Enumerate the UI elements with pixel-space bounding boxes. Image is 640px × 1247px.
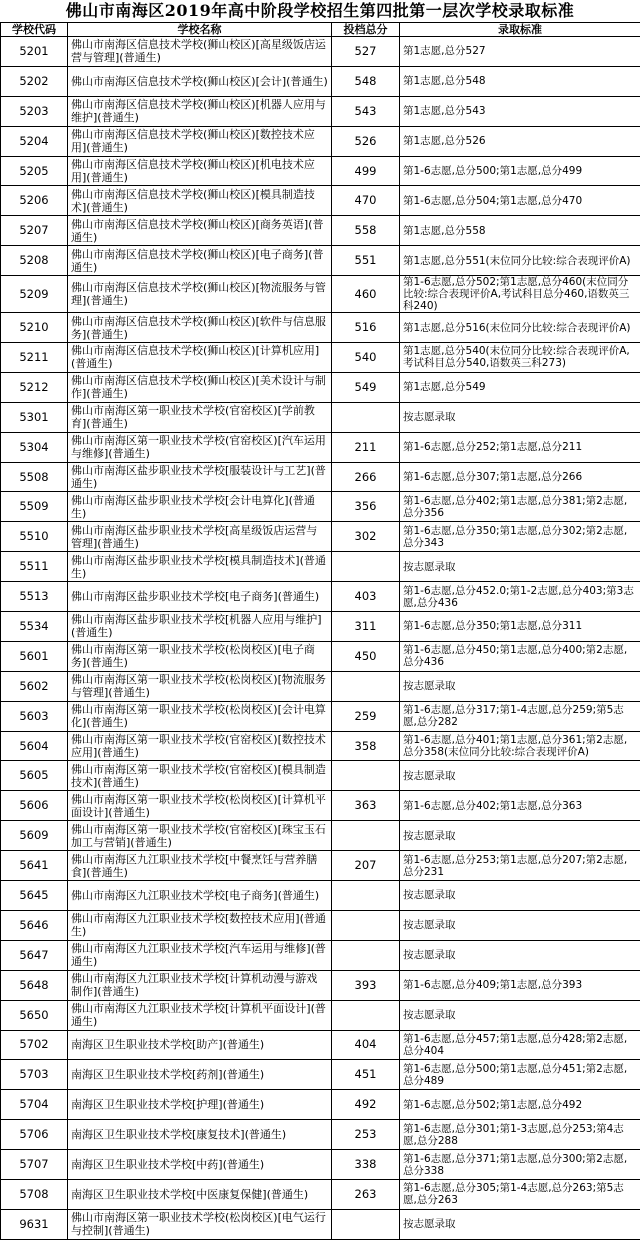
- school-code-cell: 5646: [1, 910, 68, 940]
- school-name-cell: 南海区卫生职业技术学校[助产](普通生): [68, 1030, 332, 1060]
- school-name-cell: 佛山市南海区第一职业技术学校(官窑校区)[汽车运用与维修](普通生): [68, 432, 332, 462]
- table-row: [1, 701, 640, 731]
- school-code-cell: 5202: [1, 66, 68, 96]
- school-code-cell: 5510: [1, 522, 68, 552]
- total-score-cell: 356: [332, 492, 400, 522]
- total-score-cell: 450: [332, 641, 400, 671]
- total-score-cell: 302: [332, 522, 400, 552]
- school-code-cell: 5706: [1, 1120, 68, 1150]
- page-title: 佛山市南海区2019年高中阶段学校招生第四批第一层次学校录取标准: [65, 1, 575, 20]
- school-code-cell: 5206: [1, 186, 68, 216]
- school-name-cell: 佛山市南海区信息技术学校(狮山校区)[机电技术应用](普通生): [68, 156, 332, 186]
- total-score-cell: 460: [332, 276, 400, 313]
- total-score-cell: 253: [332, 1120, 400, 1150]
- table-row: [1, 1179, 640, 1209]
- school-code-cell: 5601: [1, 641, 68, 671]
- school-name-cell: 佛山市南海区第一职业技术学校(官窑校区)[数控技术应用](普通生): [68, 731, 332, 761]
- school-name-cell: 佛山市南海区信息技术学校(狮山校区)[美术设计与制作](普通生): [68, 372, 332, 402]
- total-score-cell: 492: [332, 1090, 400, 1120]
- total-score-cell: [332, 1000, 400, 1030]
- table-row: [1, 940, 640, 970]
- school-code-cell: 5205: [1, 156, 68, 186]
- school-name-cell: 佛山市南海区信息技术学校(狮山校区)[电子商务](普通生): [68, 246, 332, 276]
- table-row: [1, 761, 640, 791]
- total-score-cell: 540: [332, 343, 400, 373]
- table-row: [1, 462, 640, 492]
- school-name-cell: 佛山市南海区第一职业技术学校(松岗校区)[会计电算化](普通生): [68, 701, 332, 731]
- total-score-cell: [332, 1209, 400, 1239]
- school-name-cell: 佛山市南海区信息技术学校(狮山校区)[模具制造技术](普通生): [68, 186, 332, 216]
- school-name-cell: 南海区卫生职业技术学校[药剂](普通生): [68, 1060, 332, 1090]
- admission-rule-cell: 按志愿录取: [400, 821, 640, 851]
- admission-table: [0, 22, 640, 1240]
- table-row: [1, 970, 640, 1000]
- school-name-cell: 佛山市南海区信息技术学校(狮山校区)[软件与信息服务](普通生): [68, 313, 332, 343]
- admission-rule-cell: 第1-6志愿,总分402;第1志愿,总分363: [400, 791, 640, 821]
- admission-rule-cell: 第1-6志愿,总分371;第1志愿,总分300;第2志愿,总分338: [400, 1150, 640, 1180]
- school-code-cell: 5606: [1, 791, 68, 821]
- school-code-cell: 5647: [1, 940, 68, 970]
- admission-rule-cell: 第1-6志愿,总分452.0;第1-2志愿,总分403;第3志愿,总分436: [400, 582, 640, 612]
- table-row: [1, 372, 640, 402]
- table-row: [1, 276, 640, 313]
- total-score-cell: 516: [332, 313, 400, 343]
- school-name-cell: 佛山市南海区盐步职业技术学校[模具制造技术](普通生): [68, 552, 332, 582]
- school-name-cell: 南海区卫生职业技术学校[康复技术](普通生): [68, 1120, 332, 1150]
- total-score-cell: [332, 761, 400, 791]
- table-row: [1, 731, 640, 761]
- total-score-cell: 451: [332, 1060, 400, 1090]
- school-name-cell: 佛山市南海区第一职业技术学校(松岗校区)[物流服务与管理](普通生): [68, 671, 332, 701]
- admission-rule-cell: 第1-6志愿,总分500;第1志愿,总分451;第2志愿,总分489: [400, 1060, 640, 1090]
- admission-rule-cell: 按志愿录取: [400, 552, 640, 582]
- table-row: [1, 910, 640, 940]
- total-score-cell: 311: [332, 612, 400, 642]
- admission-rule-cell: 第1志愿,总分548: [400, 66, 640, 96]
- school-name-cell: 佛山市南海区九江职业技术学校[中餐烹饪与营养膳食](普通生): [68, 851, 332, 881]
- admission-rule-cell: 第1-6志愿,总分307;第1志愿,总分266: [400, 462, 640, 492]
- table-row: [1, 1030, 640, 1060]
- school-code-cell: 5641: [1, 851, 68, 881]
- school-code-cell: 5204: [1, 126, 68, 156]
- admission-rule-cell: 按志愿录取: [400, 402, 640, 432]
- school-name-cell: 佛山市南海区九江职业技术学校[计算机动漫与游戏制作](普通生): [68, 970, 332, 1000]
- admission-rule-cell: 第1-6志愿,总分301;第1-3志愿,总分253;第4志愿,总分288: [400, 1120, 640, 1150]
- table-row: [1, 582, 640, 612]
- admission-rule-cell: 第1志愿,总分558: [400, 216, 640, 246]
- school-name-cell: 佛山市南海区九江职业技术学校[汽车运用与维修](普通生): [68, 940, 332, 970]
- table-row: [1, 1060, 640, 1090]
- total-score-cell: 558: [332, 216, 400, 246]
- school-name-cell: 佛山市南海区九江职业技术学校[电子商务](普通生): [68, 881, 332, 911]
- admission-rule-cell: 第1-6志愿,总分253;第1志愿,总分207;第2志愿,总分231: [400, 851, 640, 881]
- table-row: [1, 1090, 640, 1120]
- table-row: [1, 1000, 640, 1030]
- header-admission-rule: 录取标准: [400, 23, 640, 37]
- school-code-cell: 5534: [1, 612, 68, 642]
- school-name-cell: 佛山市南海区信息技术学校(狮山校区)[商务英语](普通生): [68, 216, 332, 246]
- school-name-cell: 南海区卫生职业技术学校[护理](普通生): [68, 1090, 332, 1120]
- admission-rule-cell: 按志愿录取: [400, 881, 640, 911]
- school-name-cell: 佛山市南海区盐步职业技术学校[电子商务](普通生): [68, 582, 332, 612]
- admission-rule-cell: 第1志愿,总分551(末位同分比较:综合表现评价A): [400, 246, 640, 276]
- total-score-cell: 259: [332, 701, 400, 731]
- school-code-cell: 5301: [1, 402, 68, 432]
- school-name-cell: 佛山市南海区盐步职业技术学校[会计电算化](普通生): [68, 492, 332, 522]
- admission-rule-cell: 第1-6志愿,总分409;第1志愿,总分393: [400, 970, 640, 1000]
- total-score-cell: 527: [332, 37, 400, 67]
- total-score-cell: 211: [332, 432, 400, 462]
- school-code-cell: 5513: [1, 582, 68, 612]
- school-name-cell: 佛山市南海区信息技术学校(狮山校区)[数控技术应用](普通生): [68, 126, 332, 156]
- admission-rule-cell: 按志愿录取: [400, 761, 640, 791]
- admission-rule-cell: 第1-6志愿,总分350;第1志愿,总分302;第2志愿,总分343: [400, 522, 640, 552]
- admission-rule-cell: 第1-6志愿,总分502;第1志愿,总分460(末位同分比较:综合表现评价A,考试科目总分460,语数英三科240): [400, 276, 640, 313]
- school-code-cell: 5707: [1, 1150, 68, 1180]
- school-code-cell: 5207: [1, 216, 68, 246]
- school-name-cell: 佛山市南海区第一职业技术学校(官窑校区)[珠宝玉石加工与营销](普通生): [68, 821, 332, 851]
- school-code-cell: 5650: [1, 1000, 68, 1030]
- total-score-cell: [332, 940, 400, 970]
- table-row: [1, 432, 640, 462]
- table-row: [1, 492, 640, 522]
- admission-rule-cell: 按志愿录取: [400, 671, 640, 701]
- school-code-cell: 5648: [1, 970, 68, 1000]
- school-code-cell: 5605: [1, 761, 68, 791]
- school-name-cell: 佛山市南海区信息技术学校(狮山校区)[物流服务与管理](普通生): [68, 276, 332, 313]
- admission-rule-cell: 按志愿录取: [400, 910, 640, 940]
- school-name-cell: 佛山市南海区第一职业技术学校(松岗校区)[电子商务](普通生): [68, 641, 332, 671]
- total-score-cell: 338: [332, 1150, 400, 1180]
- admission-rule-cell: 第1-6志愿,总分317;第1-4志愿,总分259;第5志愿,总分282: [400, 701, 640, 731]
- school-name-cell: 佛山市南海区信息技术学校(狮山校区)[计算机应用](普通生): [68, 343, 332, 373]
- admission-rule-cell: 按志愿录取: [400, 1209, 640, 1239]
- header-school-code: 学校代码: [1, 23, 68, 37]
- table-row: [1, 1120, 640, 1150]
- school-code-cell: 5201: [1, 37, 68, 67]
- school-code-cell: 5509: [1, 492, 68, 522]
- school-name-cell: 佛山市南海区盐步职业技术学校[服装设计与工艺](普通生): [68, 462, 332, 492]
- school-name-cell: 佛山市南海区第一职业技术学校(官窑校区)[模具制造技术](普通生): [68, 761, 332, 791]
- school-code-cell: 9631: [1, 1209, 68, 1239]
- table-row: [1, 96, 640, 126]
- table-row: [1, 1150, 640, 1180]
- school-name-cell: 佛山市南海区九江职业技术学校[计算机平面设计](普通生): [68, 1000, 332, 1030]
- school-code-cell: 5212: [1, 372, 68, 402]
- total-score-cell: 404: [332, 1030, 400, 1060]
- school-name-cell: 佛山市南海区盐步职业技术学校[机器人应用与维护](普通生): [68, 612, 332, 642]
- header-school-name: 学校名称: [68, 23, 332, 37]
- table-row: [1, 186, 640, 216]
- school-code-cell: 5210: [1, 313, 68, 343]
- school-code-cell: 5304: [1, 432, 68, 462]
- school-name-cell: 佛山市南海区第一职业技术学校(松岗校区)[计算机平面设计](普通生): [68, 791, 332, 821]
- admission-rule-cell: 按志愿录取: [400, 1000, 640, 1030]
- table-row: [1, 126, 640, 156]
- total-score-cell: [332, 671, 400, 701]
- total-score-cell: 363: [332, 791, 400, 821]
- table-row: [1, 821, 640, 851]
- school-name-cell: 佛山市南海区信息技术学校(狮山校区)[机器人应用与维护](普通生): [68, 96, 332, 126]
- total-score-cell: [332, 910, 400, 940]
- table-row: [1, 552, 640, 582]
- admission-rule-cell: 第1-6志愿,总分504;第1志愿,总分470: [400, 186, 640, 216]
- admission-rule-cell: 第1-6志愿,总分252;第1志愿,总分211: [400, 432, 640, 462]
- admission-rule-cell: 第1-6志愿,总分402;第1志愿,总分381;第2志愿,总分356: [400, 492, 640, 522]
- table-row: [1, 881, 640, 911]
- table-row: [1, 216, 640, 246]
- school-name-cell: 南海区卫生职业技术学校[中医康复保健](普通生): [68, 1179, 332, 1209]
- total-score-cell: 549: [332, 372, 400, 402]
- school-code-cell: 5511: [1, 552, 68, 582]
- total-score-cell: 543: [332, 96, 400, 126]
- table-row: [1, 522, 640, 552]
- school-name-cell: 佛山市南海区信息技术学校(狮山校区)[高星级饭店运营与管理](普通生): [68, 37, 332, 67]
- total-score-cell: 499: [332, 156, 400, 186]
- admission-rule-cell: 第1-6志愿,总分457;第1志愿,总分428;第2志愿,总分404: [400, 1030, 640, 1060]
- admission-rule-cell: 第1-6志愿,总分350;第1志愿,总分311: [400, 612, 640, 642]
- total-score-cell: 393: [332, 970, 400, 1000]
- school-code-cell: 5645: [1, 881, 68, 911]
- school-code-cell: 5703: [1, 1060, 68, 1090]
- total-score-cell: 207: [332, 851, 400, 881]
- school-code-cell: 5203: [1, 96, 68, 126]
- table-row: [1, 402, 640, 432]
- admission-rule-cell: 第1志愿,总分543: [400, 96, 640, 126]
- admission-rule-cell: 第1-6志愿,总分450;第1志愿,总分400;第2志愿,总分436: [400, 641, 640, 671]
- school-code-cell: 5208: [1, 246, 68, 276]
- table-row: [1, 313, 640, 343]
- total-score-cell: 358: [332, 731, 400, 761]
- school-code-cell: 5602: [1, 671, 68, 701]
- admission-rule-cell: 第1-6志愿,总分305;第1-4志愿,总分263;第5志愿,总分263: [400, 1179, 640, 1209]
- school-code-cell: 5603: [1, 701, 68, 731]
- admission-rule-cell: 第1志愿,总分549: [400, 372, 640, 402]
- school-name-cell: 佛山市南海区九江职业技术学校[数控技术应用](普通生): [68, 910, 332, 940]
- admission-rule-cell: 第1志愿,总分526: [400, 126, 640, 156]
- school-code-cell: 5704: [1, 1090, 68, 1120]
- table-row: [1, 156, 640, 186]
- total-score-cell: 263: [332, 1179, 400, 1209]
- admission-rule-cell: 按志愿录取: [400, 940, 640, 970]
- school-code-cell: 5604: [1, 731, 68, 761]
- table-row: [1, 66, 640, 96]
- total-score-cell: 470: [332, 186, 400, 216]
- school-name-cell: 佛山市南海区第一职业技术学校(松岗校区)[电气运行与控制](普通生): [68, 1209, 332, 1239]
- table-row: [1, 791, 640, 821]
- admission-rule-cell: 第1志愿,总分516(末位同分比较:综合表现评价A): [400, 313, 640, 343]
- school-code-cell: 5609: [1, 821, 68, 851]
- total-score-cell: 403: [332, 582, 400, 612]
- total-score-cell: [332, 881, 400, 911]
- table-row: [1, 1209, 640, 1239]
- admission-rule-cell: 第1志愿,总分527: [400, 37, 640, 67]
- school-name-cell: 南海区卫生职业技术学校[中药](普通生): [68, 1150, 332, 1180]
- table-header-row: [1, 23, 640, 37]
- table-body: [1, 37, 640, 1240]
- total-score-cell: 548: [332, 66, 400, 96]
- table-row: [1, 246, 640, 276]
- school-name-cell: 佛山市南海区信息技术学校(狮山校区)[会计](普通生): [68, 66, 332, 96]
- admission-rule-cell: 第1志愿,总分540(末位同分比较:综合表现评价A,考试科目总分540,语数英三科273): [400, 343, 640, 373]
- school-code-cell: 5209: [1, 276, 68, 313]
- total-score-cell: 526: [332, 126, 400, 156]
- school-code-cell: 5508: [1, 462, 68, 492]
- table-row: [1, 851, 640, 881]
- table-row: [1, 671, 640, 701]
- total-score-cell: 266: [332, 462, 400, 492]
- admission-rule-cell: 第1-6志愿,总分500;第1志愿,总分499: [400, 156, 640, 186]
- school-code-cell: 5211: [1, 343, 68, 373]
- total-score-cell: [332, 402, 400, 432]
- header-total-score: 投档总分: [332, 23, 400, 37]
- school-code-cell: 5708: [1, 1179, 68, 1209]
- school-code-cell: 5702: [1, 1030, 68, 1060]
- total-score-cell: 551: [332, 246, 400, 276]
- admission-rule-cell: 第1-6志愿,总分401;第1志愿,总分361;第2志愿,总分358(末位同分比较:综合表现评价A): [400, 731, 640, 761]
- table-row: [1, 641, 640, 671]
- school-name-cell: 佛山市南海区盐步职业技术学校[高星级饭店运营与管理](普通生): [68, 522, 332, 552]
- total-score-cell: [332, 552, 400, 582]
- school-name-cell: 佛山市南海区第一职业技术学校(官窑校区)[学前教育](普通生): [68, 402, 332, 432]
- table-row: [1, 37, 640, 67]
- table-row: [1, 343, 640, 373]
- table-row: [1, 612, 640, 642]
- admission-rule-cell: 第1-6志愿,总分502;第1志愿,总分492: [400, 1090, 640, 1120]
- total-score-cell: [332, 821, 400, 851]
